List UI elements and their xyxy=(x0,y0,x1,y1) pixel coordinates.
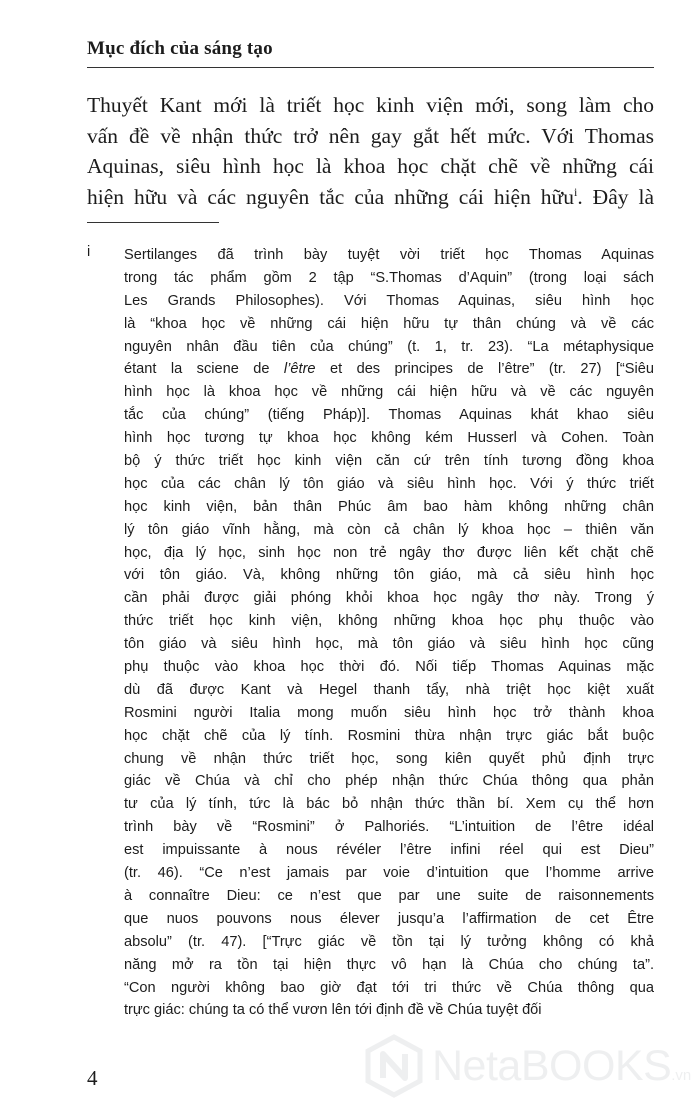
footnote-line: nguyên nhân đầu tiên của chúng” (t. 1, tr. 23). “La métaphysique xyxy=(124,338,654,355)
footnote-line: Rosmini người Italia mong muốn siêu hình học trở thành khoa xyxy=(124,704,654,721)
footnote-segment: étant la sciene de xyxy=(124,361,284,378)
footnote-reference: i xyxy=(573,184,578,199)
footnote-line: “Con người không bao giờ đạt tới tri thức về Chúa thông qua xyxy=(124,979,654,996)
footnote-divider xyxy=(87,222,219,223)
footnote-line: học, địa lý học, sinh học non trẻ ngây thơ được liên kết chặt chẽ xyxy=(124,544,654,561)
body-line: vấn đề về nhận thức trở nên gay gắt hết mức. Với Thomas xyxy=(87,123,654,148)
footnote-line: trong tác phẩm gồm 2 tập “S.Thomas d’Aquin” (trong loại sách xyxy=(124,269,654,286)
footnote-line: chung về nhận thức triết học, song kiên quyết phủ định trực xyxy=(124,750,654,767)
footnote-line: học chặt chẽ của lý tính. Rosmini thừa nhận trực giác bắt buộc xyxy=(124,727,654,744)
footnote-line: phụ thuộc vào khoa học thời đó. Nối tiếp Thomas Aquinas mặc xyxy=(124,659,654,676)
footnote-line: Sertilanges đã trình bày tuyệt vời triết học Thomas Aquinas xyxy=(124,247,654,263)
watermark-logo-icon xyxy=(362,1034,426,1098)
footnote-line: là “khoa học về những cái hiện hữu tự thân chúng và về các xyxy=(124,315,654,332)
page-number: 4 xyxy=(87,1066,98,1090)
footnote-line xyxy=(124,358,654,381)
watermark-brand: NetaBOOKS xyxy=(432,1042,672,1090)
body-line: Aquinas, siêu hình học là khoa học chặt chẽ về những cái xyxy=(87,154,654,178)
footnote-line: est impuissante à nous révéler l’être infini réel qui est Dieu” xyxy=(124,842,654,859)
footnote-line: lý tôn giáo vĩnh hằng, mà còn cả chân lý khoa học – thiên văn xyxy=(124,521,654,538)
footnote-line: trực giác: chúng ta có thể vươn lên tới định đề về Chúa tuyệt đối xyxy=(124,1002,542,1019)
footnote-line: tư của lý tính, tức là bác bỏ nhận thức thần bí. Xem cụ thể hơn xyxy=(124,796,654,813)
footnote-line: que nuos pouvons nous élever jusqu’a l’affirmation de cet Être xyxy=(124,910,654,927)
body-line: Thuyết Kant mới là triết học kinh viện mới, song làm cho xyxy=(87,93,654,117)
footnote-line: (tr. 46). “Ce n’est jamais par voie d’intuition que l’homme arrive xyxy=(124,865,654,882)
footnote-line: absolu” (tr. 47). [“Trực giác về tồn tại lý tưởng không có khả xyxy=(124,933,654,950)
watermark-text xyxy=(432,1042,691,1091)
header-divider xyxy=(87,67,654,68)
watermark xyxy=(362,1022,692,1112)
footnote-line: dù đã được Kant và Hegel thanh tẩy, nhà triệt học kiệt xuất xyxy=(124,681,654,698)
footnote-line: hình học là khoa học về những cái hiện hữu và về các nguyên xyxy=(124,384,654,401)
footnote-line: hình học tương tự khoa học không kém Husserl và Cohen. Toàn xyxy=(124,430,654,447)
footnote-line: giác về Chúa và chỉ cho phép nhận thức Chúa thông qua phản xyxy=(124,773,654,790)
footnote-line: tắc của chúng” (tiếng Pháp)]. Thomas Aquinas khát khao siêu xyxy=(124,407,654,424)
footnote-line: bộ ý thức triết học kinh viện căn cứ trên tính tương đồng khoa xyxy=(124,453,654,470)
footnote-line: tôn giáo và siêu hình học, mà tôn giáo và siêu hình học cũng xyxy=(124,636,654,653)
footnote-italic: l’être xyxy=(283,361,316,378)
footnote-line: thức triết học kinh viện, không những khoa học phụ thuộc vào xyxy=(124,613,654,630)
footnote-line: với tôn giáo. Và, không những tôn giáo, mà cả siêu hình học xyxy=(124,567,654,584)
footnote-line: học của các chân lý tôn giáo và siêu hình học. Với ý thức triết xyxy=(124,475,654,492)
footnote-marker: i xyxy=(87,244,91,260)
footnote-segment: et des principes de l’être” (tr. 27) [“Siêu xyxy=(315,361,654,378)
body-paragraph xyxy=(87,90,654,212)
footnote-line: học kinh viện, bản thân Phúc âm bao hàm không những chân xyxy=(124,498,654,515)
footnote-line: Les Grands Philosophes). Với Thomas Aquinas, siêu hình học xyxy=(124,292,654,309)
running-header: Mục đích của sáng tạo xyxy=(87,38,273,59)
footnote-line: năng mở ra tồn tại hiện thực vô hạn là Chúa cho chúng ta”. xyxy=(124,956,654,973)
body-line-text: hiện hữu và các nguyên tắc của những cái hiện hữu xyxy=(87,184,574,209)
footnote-line: cần phải được giải phóng khỏi khoa học ngây thơ này. Trong ý xyxy=(124,590,654,607)
body-line: hiện hữu và các nguyên tắc của những cái hiện hữu$^i$. Đây là xyxy=(87,184,654,209)
watermark-suffix: .vn xyxy=(671,1067,692,1084)
footnote-line: trình bày về “Rosmini” ở Palhoriés. “L’intuition de l’être idéal xyxy=(124,819,654,836)
footnote-text xyxy=(124,244,654,1022)
body-line-tail: Đây là xyxy=(592,184,654,209)
footnote-line: à connaître Dieu: ce n’est que par une suite de raisonnements xyxy=(124,887,654,904)
